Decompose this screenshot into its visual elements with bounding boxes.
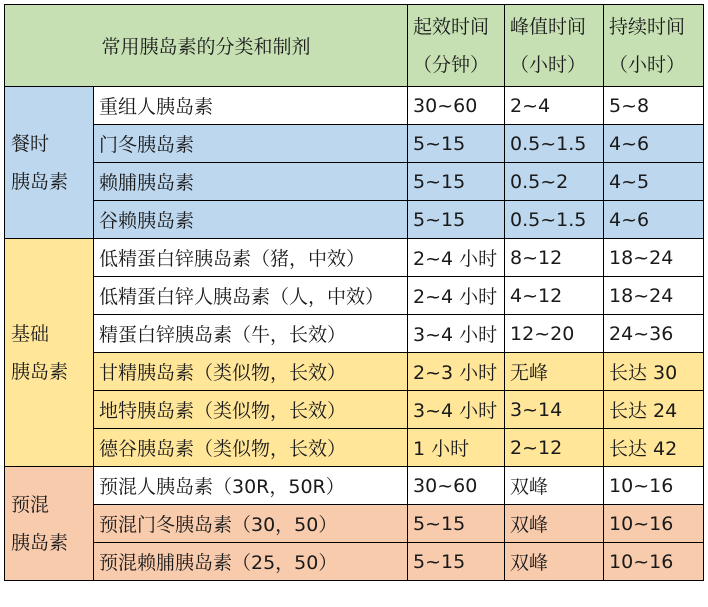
group-label-line: 胰岛素 bbox=[11, 170, 69, 193]
table-row bbox=[5, 201, 704, 239]
group-label-line: 胰岛素 bbox=[11, 360, 69, 383]
group-label-line: 基础 bbox=[11, 322, 50, 345]
cell-duration: 24~36 bbox=[604, 315, 704, 353]
header-onset-line-2: （分钟） bbox=[413, 53, 490, 76]
group-label bbox=[5, 239, 94, 467]
cell-name: 预混人胰岛素（30R，50R） bbox=[94, 467, 408, 505]
header-row bbox=[5, 5, 704, 87]
header-onset bbox=[408, 5, 505, 87]
cell-onset: 2~4 小时 bbox=[408, 277, 505, 315]
cell-duration: 18~24 bbox=[604, 277, 704, 315]
cell-name: 地特胰岛素（类似物，长效） bbox=[94, 391, 408, 429]
cell-onset: 5~15 bbox=[408, 163, 505, 201]
group-label-line: 预混 bbox=[11, 493, 50, 516]
header-peak-line-1: 峰值时间 bbox=[510, 15, 587, 38]
cell-peak: 0.5~1.5 bbox=[505, 201, 604, 239]
insulin-table bbox=[4, 4, 704, 581]
group-label bbox=[5, 87, 94, 239]
cell-name: 重组人胰岛素 bbox=[94, 87, 408, 125]
table-row bbox=[5, 239, 704, 277]
table-row bbox=[5, 505, 704, 543]
cell-name: 预混门冬胰岛素（30，50） bbox=[94, 505, 408, 543]
cell-duration: 长达 42 bbox=[604, 429, 704, 467]
cell-onset: 5~15 bbox=[408, 125, 505, 163]
cell-onset: 30~60 bbox=[408, 87, 505, 125]
table-row bbox=[5, 353, 704, 391]
header-duration bbox=[604, 5, 704, 87]
cell-name: 精蛋白锌胰岛素（牛，长效） bbox=[94, 315, 408, 353]
cell-duration: 4~5 bbox=[604, 163, 704, 201]
cell-name: 低精蛋白锌人胰岛素（人，中效） bbox=[94, 277, 408, 315]
cell-name: 低精蛋白锌胰岛素（猪，中效） bbox=[94, 239, 408, 277]
cell-name: 谷赖胰岛素 bbox=[94, 201, 408, 239]
cell-peak: 0.5~2 bbox=[505, 163, 604, 201]
table-row bbox=[5, 315, 704, 353]
cell-peak: 无峰 bbox=[505, 353, 604, 391]
cell-peak: 0.5~1.5 bbox=[505, 125, 604, 163]
cell-duration: 长达 24 bbox=[604, 391, 704, 429]
cell-peak: 4~12 bbox=[505, 277, 604, 315]
cell-peak: 2~12 bbox=[505, 429, 604, 467]
header-onset-line-1: 起效时间 bbox=[413, 15, 490, 38]
table-header bbox=[5, 5, 704, 87]
header-title: 常用胰岛素的分类和制剂 bbox=[5, 5, 408, 87]
table-row bbox=[5, 87, 704, 125]
table-body bbox=[5, 87, 704, 581]
cell-duration: 10~16 bbox=[604, 505, 704, 543]
cell-peak: 双峰 bbox=[505, 505, 604, 543]
cell-onset: 2~4 小时 bbox=[408, 239, 505, 277]
cell-name: 预混赖脯胰岛素（25，50） bbox=[94, 543, 408, 581]
cell-onset: 30~60 bbox=[408, 467, 505, 505]
table-row bbox=[5, 429, 704, 467]
header-peak-line-2: （小时） bbox=[510, 53, 587, 76]
cell-onset: 5~15 bbox=[408, 543, 505, 581]
cell-peak: 2~4 bbox=[505, 87, 604, 125]
cell-peak: 双峰 bbox=[505, 467, 604, 505]
cell-peak: 12~20 bbox=[505, 315, 604, 353]
table-row bbox=[5, 391, 704, 429]
cell-duration: 5~8 bbox=[604, 87, 704, 125]
cell-name: 甘精胰岛素（类似物，长效） bbox=[94, 353, 408, 391]
cell-peak: 双峰 bbox=[505, 543, 604, 581]
table-row bbox=[5, 163, 704, 201]
header-duration-line-1: 持续时间 bbox=[609, 15, 686, 38]
group-label-line: 胰岛素 bbox=[11, 531, 69, 554]
cell-peak: 3~14 bbox=[505, 391, 604, 429]
cell-duration: 4~6 bbox=[604, 201, 704, 239]
cell-name: 德谷胰岛素（类似物，长效） bbox=[94, 429, 408, 467]
table-row bbox=[5, 125, 704, 163]
cell-duration: 4~6 bbox=[604, 125, 704, 163]
cell-onset: 3~4 小时 bbox=[408, 391, 505, 429]
cell-duration: 10~16 bbox=[604, 467, 704, 505]
group-label-line: 餐时 bbox=[11, 132, 50, 155]
header-peak bbox=[505, 5, 604, 87]
cell-duration: 长达 30 bbox=[604, 353, 704, 391]
group-label bbox=[5, 467, 94, 581]
table-row bbox=[5, 467, 704, 505]
cell-onset: 3~4 小时 bbox=[408, 315, 505, 353]
cell-name: 赖脯胰岛素 bbox=[94, 163, 408, 201]
table-row bbox=[5, 277, 704, 315]
cell-onset: 5~15 bbox=[408, 201, 505, 239]
table-row bbox=[5, 543, 704, 581]
cell-duration: 18~24 bbox=[604, 239, 704, 277]
cell-peak: 8~12 bbox=[505, 239, 604, 277]
cell-onset: 5~15 bbox=[408, 505, 505, 543]
cell-onset: 2~3 小时 bbox=[408, 353, 505, 391]
cell-onset: 1 小时 bbox=[408, 429, 505, 467]
cell-name: 门冬胰岛素 bbox=[94, 125, 408, 163]
header-duration-line-2: （小时） bbox=[609, 53, 686, 76]
cell-duration: 10~16 bbox=[604, 543, 704, 581]
